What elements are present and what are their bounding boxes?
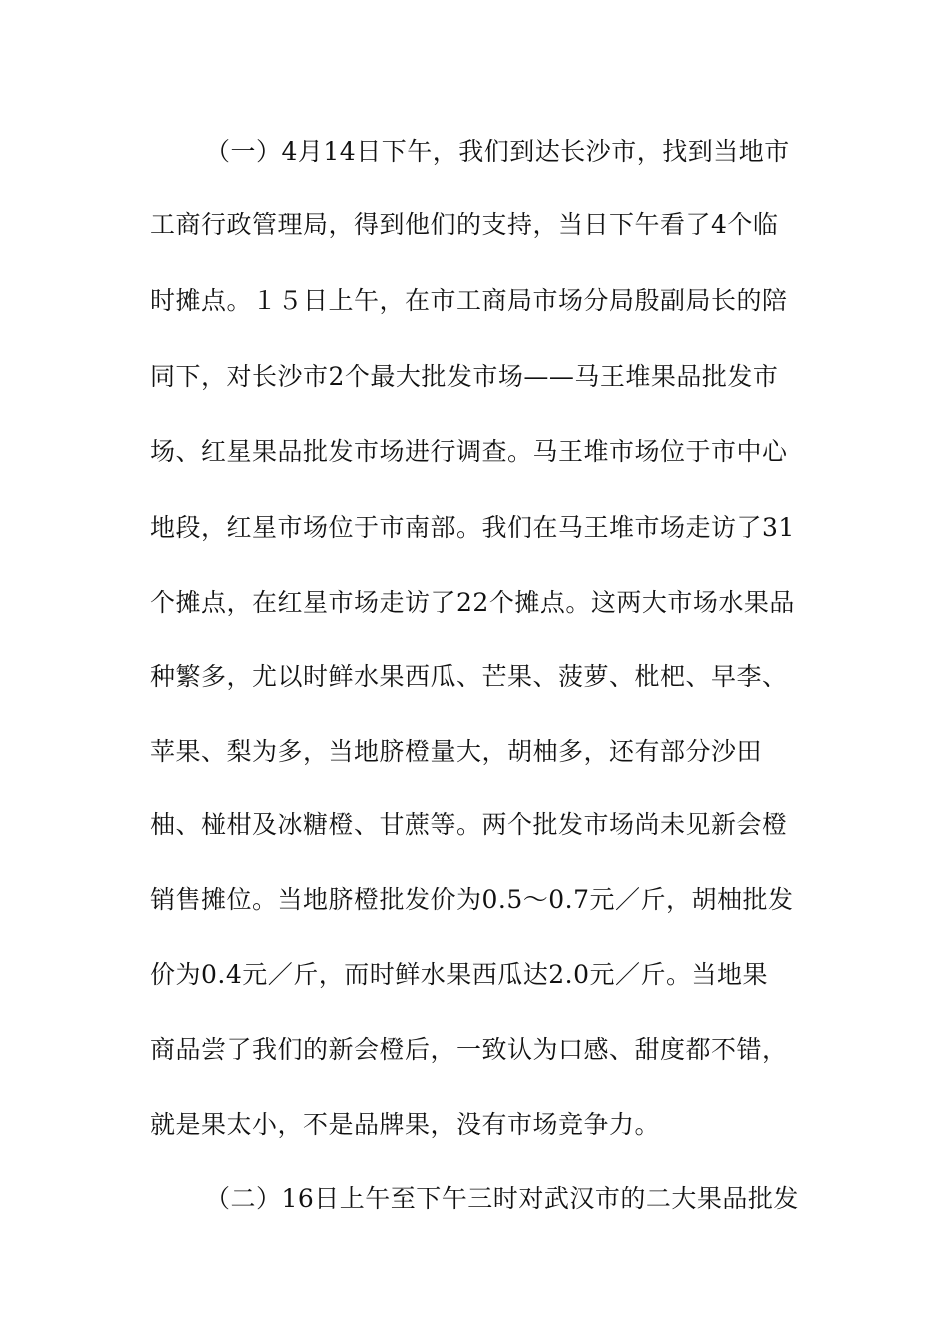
paragraph-1-line-10: 柚、椪柑及冰糖橙、甘蔗等。两个批发市场尚未见新会橙: [150, 810, 788, 839]
paragraph-1-line-7: 个摊点，在红星市场走访了22个摊点。这两大市场水果品: [150, 588, 795, 617]
paragraph-1-line-8: 种繁多，尤以时鲜水果西瓜、芒果、菠萝、枇杷、早李、: [150, 662, 788, 691]
paragraph-1-line-11: 销售摊位。当地脐橙批发价为0.5～0.7元／斤，胡柚批发: [150, 885, 794, 914]
paragraph-1-line-2: 工商行政管理局，得到他们的支持，当日下午看了4个临: [150, 210, 779, 239]
paragraph-1-line-9: 苹果、梨为多，当地脐橙量大，胡柚多，还有部分沙田: [150, 737, 763, 766]
paragraph-1-line-5: 场、红星果品批发市场进行调查。马王堆市场位于市中心: [150, 437, 788, 466]
paragraph-1-line-13: 商品尝了我们的新会橙后，一致认为口感、甜度都不错，: [150, 1035, 788, 1064]
paragraph-1-line-1: （一）4月14日下午，我们到达长沙市，找到当地市: [205, 137, 790, 166]
paragraph-1-line-3: 时摊点。１５日上午，在市工商局市场分局殷副局长的陪: [150, 286, 788, 315]
paragraph-1-line-6: 地段，红星市场位于市南部。我们在马王堆市场走访了31: [150, 513, 795, 542]
paragraph-1-line-12: 价为0.4元／斤，而时鲜水果西瓜达2.0元／斤。当地果: [150, 960, 769, 989]
paragraph-2-line-1: （二）16日上午至下午三时对武汉市的二大果品批发: [205, 1184, 799, 1213]
paragraph-1-line-14: 就是果太小，不是品牌果，没有市场竞争力。: [150, 1110, 661, 1139]
paragraph-1-line-4: 同下，对长沙市2个最大批发市场——马王堆果品批发市: [150, 362, 779, 391]
